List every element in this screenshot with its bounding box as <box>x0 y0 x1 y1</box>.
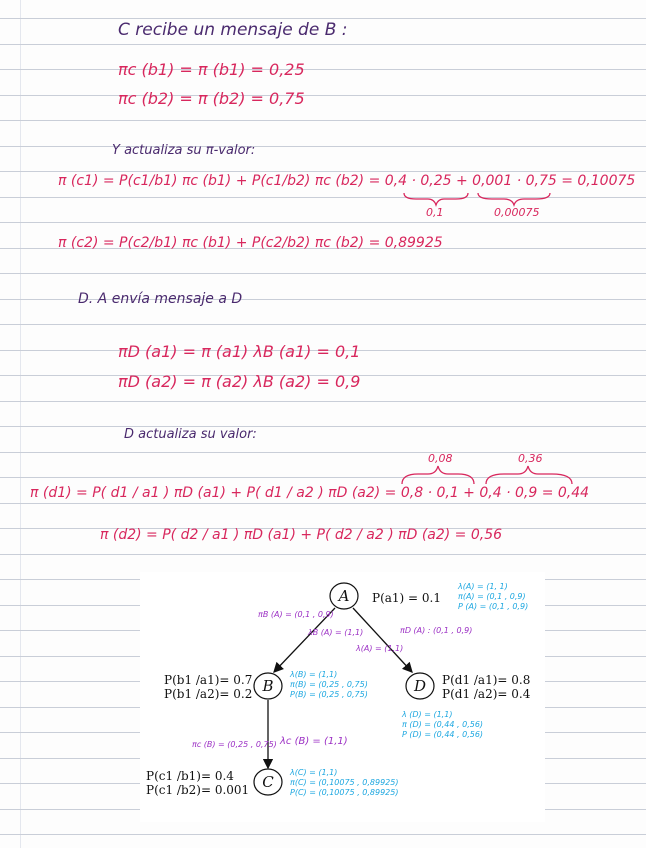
b-p: P(B) = (0,25 , 0,75) <box>290 690 368 699</box>
prob-c1-b2: P(c1 /b2)= 0.001 <box>146 783 250 797</box>
d-pi: π (D) = (0,44 , 0,56) <box>402 720 484 729</box>
svg-text:B: B <box>262 677 274 695</box>
brace-over-term2 <box>486 466 572 484</box>
brace-label-2: 0,00075 <box>494 206 540 219</box>
node-d <box>406 673 434 699</box>
pi-c-b2-line: πc (b2) = π (b2) = 0,75 <box>118 89 305 108</box>
brace-under-term2 <box>478 193 550 205</box>
pi-d1-equation: π (d1) = P( d1 / a1 ) πD (a1) + P( d1 / a2 ) πD (a2) = 0,8 · 0,1 + 0,4 · 0,9 = 0,44 <box>30 485 590 501</box>
b-lambda: λ(B) = (1,1) <box>290 670 338 679</box>
node-c <box>254 769 282 795</box>
a-p: P (A) = (0,1 , 0,9) <box>458 602 529 611</box>
msg-lambda-d: λ(A) = (1,1) <box>356 644 404 653</box>
pi-d-a1-line: πD (a1) = π (a1) λB (a1) = 0,1 <box>118 342 361 361</box>
edge-a-d <box>353 608 412 672</box>
d-p: P (D) = (0,44 , 0,56) <box>402 730 484 739</box>
msg-pi-d: πD (A) : (0,1 , 0,9) <box>400 626 473 635</box>
prob-d1-a1: P(d1 /a1)= 0.8 <box>442 673 531 687</box>
c-values <box>290 768 398 798</box>
svg-text:C: C <box>262 773 274 791</box>
pi-c-b1-line: πc (b1) = π (b1) = 0,25 <box>118 60 305 79</box>
a-values <box>458 582 528 612</box>
prob-c1-b1: P(c1 /b1)= 0.4 <box>146 769 234 783</box>
top-label-1: 0,08 <box>428 452 453 465</box>
pi-c1-equation: π (c1) = P(c1/b1) πc (b1) + P(c1/b2) πc (b2) = 0,4 · 0,25 + 0,001 · 0,75 = 0,10075 <box>58 173 636 189</box>
brace-label-1: 0,1 <box>426 206 444 219</box>
c-lambda: λ(C) = (1,1) <box>290 768 338 777</box>
prob-d1-a2: P(d1 /a2)= 0.4 <box>442 687 531 701</box>
node-b <box>254 673 282 699</box>
d-values <box>402 710 483 740</box>
a-pi: π(A) = (0,1 , 0,9) <box>458 592 526 601</box>
msg-lambda-c: λc (B) = (1,1) <box>280 736 348 747</box>
b-pi: π(B) = (0,25 , 0,75) <box>290 680 368 689</box>
section-c-heading: C recibe un mensaje de B : <box>118 20 348 40</box>
section-c-update-heading: Y actualiza su π-valor: <box>112 143 256 158</box>
svg-text:A: A <box>338 587 350 605</box>
bayes-network-diagram <box>140 572 545 822</box>
brace-over-term1 <box>402 466 474 484</box>
pi-d2-equation: π (d2) = P( d2 / a1 ) πD (a1) + P( d2 / a2 ) πD (a2) = 0,56 <box>100 527 503 543</box>
prob-a1: P(a1) = 0.1 <box>372 591 441 605</box>
msg-lambda-b: λB (A) = (1,1) <box>308 628 364 637</box>
top-label-2: 0,36 <box>518 452 543 465</box>
brace-under-term1 <box>404 193 468 205</box>
c-pi: π(C) = (0,10075 , 0,89925) <box>290 778 399 787</box>
node-a <box>330 583 358 609</box>
svg-text:D: D <box>413 677 427 695</box>
section-d-heading: D. A envía mensaje a D <box>78 291 243 307</box>
b-values <box>290 670 368 700</box>
d-lambda: λ (D) = (1,1) <box>402 710 453 719</box>
prob-b1-a1: P(b1 /a1)= 0.7 <box>164 673 253 687</box>
c-p: P(C) = (0,10075 , 0,89925) <box>290 788 399 797</box>
pi-d-a2-line: πD (a2) = π (a2) λB (a2) = 0,9 <box>118 372 361 391</box>
section-d-update-heading: D actualiza su valor: <box>124 427 257 442</box>
a-lambda: λ(A) = (1, 1) <box>458 582 508 591</box>
pi-c2-equation: π (c2) = P(c2/b1) πc (b1) + P(c2/b2) πc (b2) = 0,89925 <box>58 235 443 251</box>
msg-pi-b: πB (A) = (0,1 , 0,9) <box>258 610 334 619</box>
prob-b1-a2: P(b1 /a2)= 0.2 <box>164 687 253 701</box>
msg-pi-c: πc (B) = (0,25 , 0,75) <box>192 740 277 749</box>
